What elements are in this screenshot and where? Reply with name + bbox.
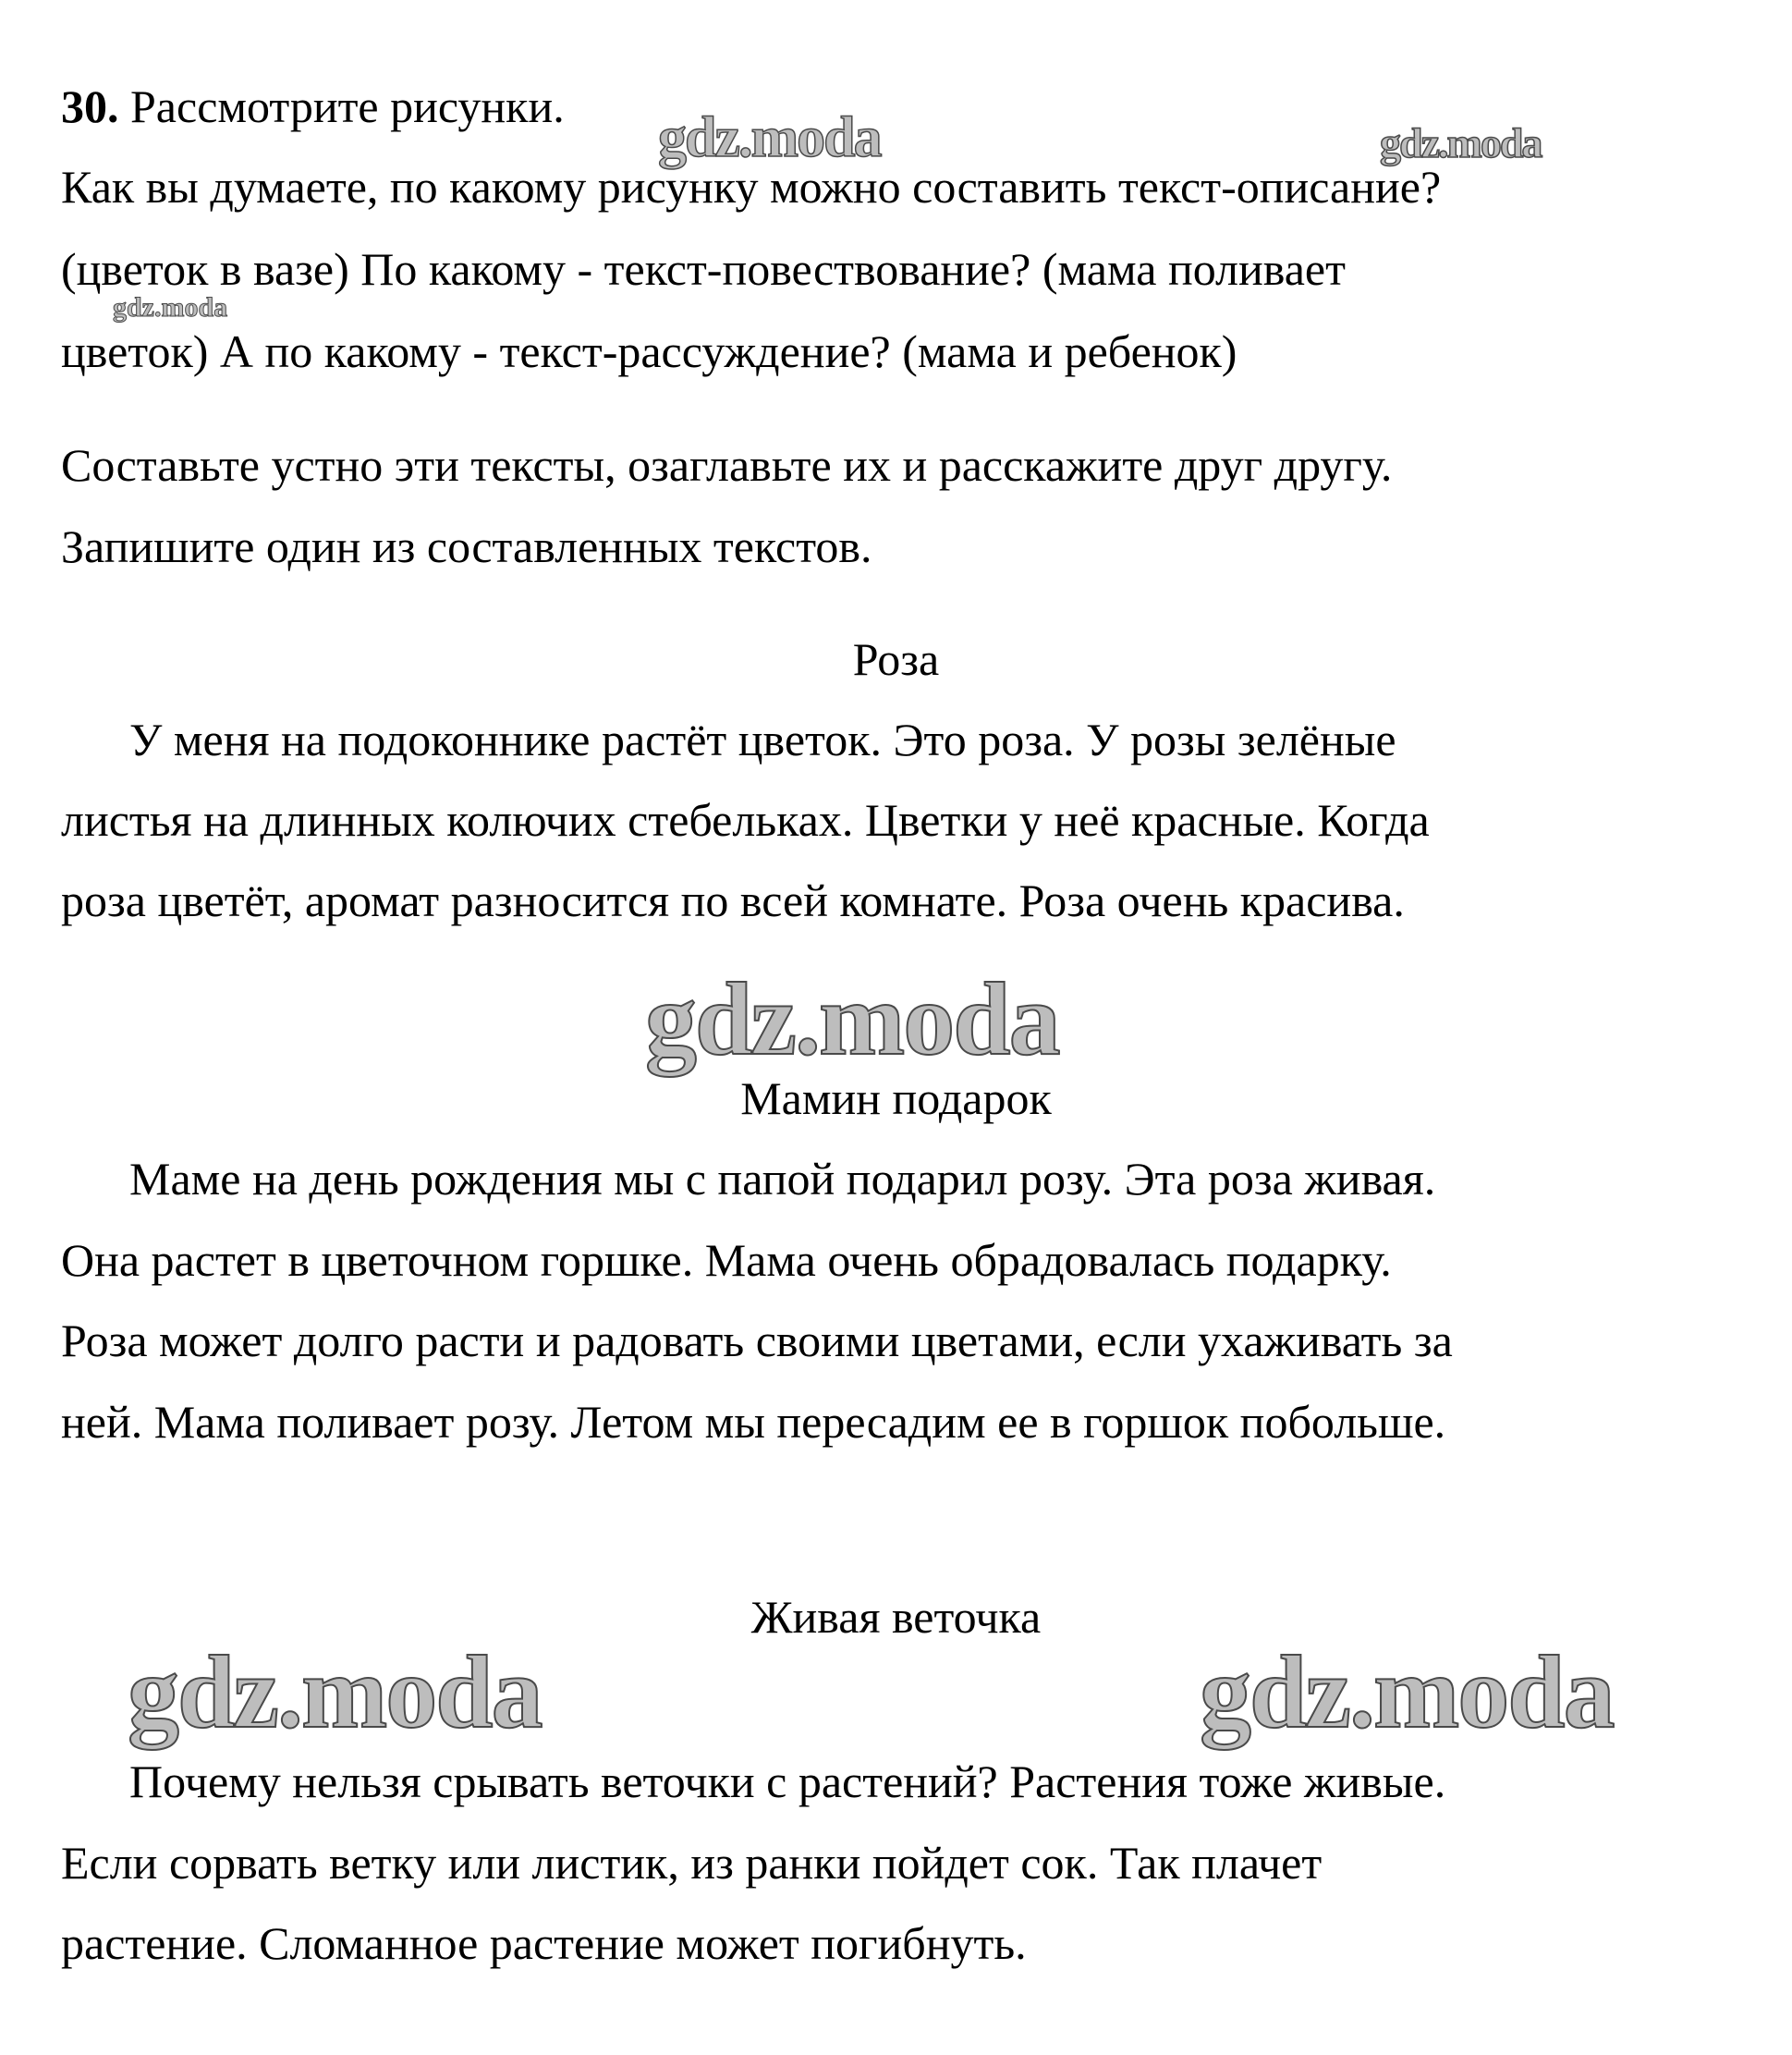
watermark-logo: gdz.moda bbox=[113, 292, 228, 323]
question-line: (цветок в вазе) По какому - текст-повествование? (мама поливает bbox=[61, 243, 1346, 295]
text-title-branch: Живая веточка bbox=[750, 1591, 1042, 1643]
text-line: У меня на подоконнике растёт цветок. Это роза. У розы зелёные bbox=[129, 714, 1396, 765]
text-line: Роза может долго расти и радовать своими цветами, если ухаживать за bbox=[61, 1315, 1453, 1366]
text-line: ней. Мама поливает розу. Летом мы пересадим ее в горшок побольше. bbox=[61, 1396, 1446, 1448]
watermark-logo: gdz.moda bbox=[645, 962, 1059, 1077]
text-line: Если сорвать ветку или листик, из ранки пойдет сок. Так плачет bbox=[61, 1837, 1323, 1889]
text-line: роза цветёт, аромат разносится по всей комнате. Роза очень красива. bbox=[61, 875, 1405, 926]
question-line: цветок) А по какому - текст-рассуждение? (мама и ребенок) bbox=[61, 325, 1237, 377]
instruction-line: Запишите один из составленных текстов. bbox=[61, 520, 872, 572]
watermark-logo: gdz.moda bbox=[1200, 1635, 1614, 1750]
text-line: растение. Сломанное растение может погибнуть. bbox=[61, 1917, 1027, 1969]
text-line: Она растет в цветочном горшке. Мама очень обрадовалась подарку. bbox=[61, 1234, 1392, 1286]
task-heading-text: Рассмотрите рисунки. bbox=[130, 80, 565, 132]
task-heading bbox=[61, 79, 565, 134]
instruction-line: Составьте устно эти тексты, озаглавьте их и расскажите друг другу. bbox=[61, 439, 1393, 491]
text-line: листья на длинных колючих стебельках. Цветки у неё красные. Когда bbox=[61, 794, 1430, 846]
text-line: Маме на день рождения мы с папой подарил розу. Эта роза живая. bbox=[129, 1153, 1436, 1205]
question-line: Как вы думаете, по какому рисунку можно составить текст-описание? bbox=[61, 161, 1442, 213]
task-number: 30. bbox=[61, 80, 119, 132]
text-line: Почему нельзя срывать веточки с растений? Растения тоже живые. bbox=[129, 1755, 1446, 1807]
watermark-logo: gdz.moda bbox=[128, 1635, 542, 1750]
text-title-rose: Роза bbox=[852, 633, 940, 685]
watermark-logo: gdz.moda bbox=[1380, 119, 1542, 166]
watermark-logo: gdz.moda bbox=[658, 106, 881, 169]
text-title-gift: Мамин подарок bbox=[740, 1072, 1052, 1124]
